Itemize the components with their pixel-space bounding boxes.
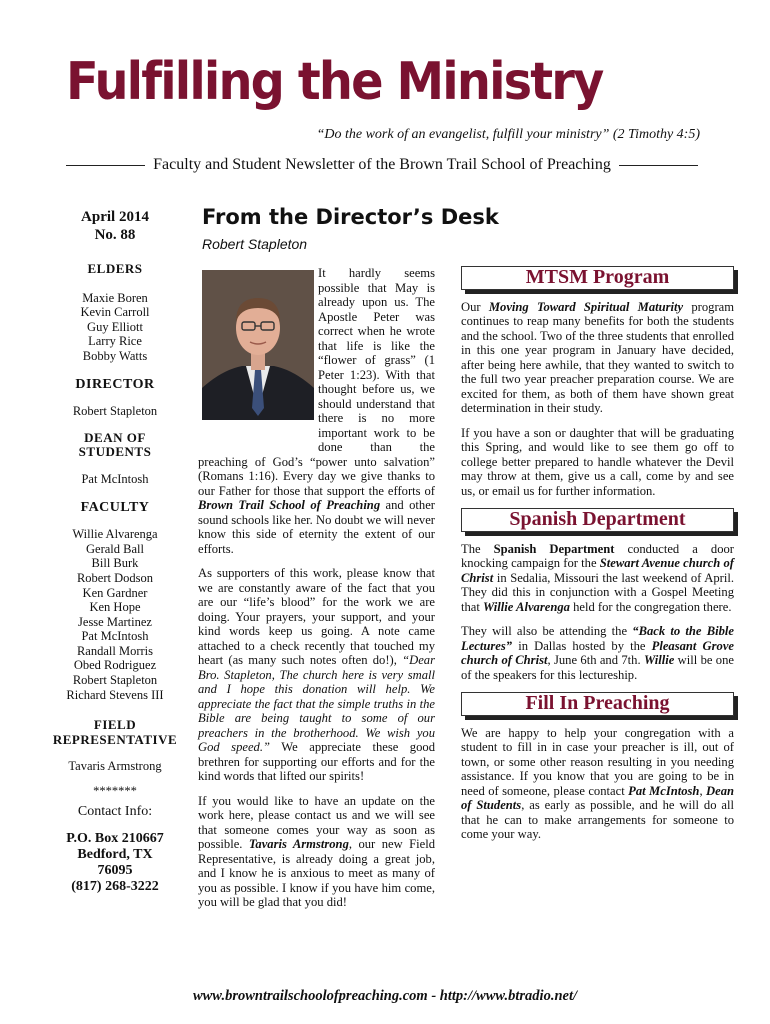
director-article-title: From the Director’s Desk xyxy=(202,205,499,229)
elder-name: Maxie Boren xyxy=(82,290,148,305)
city: Bedford, TX xyxy=(77,847,153,863)
right-column xyxy=(461,266,734,852)
field-rep-heading: FIELD xyxy=(93,717,137,733)
text-run: in Sedalia, Missouri the last weekend of April. They did this in conjunction with a Gospel Meeting that xyxy=(461,570,734,614)
text-run: It hardly seems possible that May is already upon us. The Apostle Peter was correct when he wrote that life is like the “flower of grass” (1 Peter 1:23). With that thought before us, we should understand that there is no more important work to be done than the preaching of God’s “power unto salvation” (Romans 1:16). Every day we give thanks to our Father for those that support the efforts of xyxy=(198,266,435,498)
text-run: If you would like to have an update on the work here, please contact us and we will see that someone comes your way as soon as possible. xyxy=(198,793,435,851)
right-rule xyxy=(619,165,698,166)
text-run: , as early as possible, and he will do all that he can to make arrangements for someone to come your way. xyxy=(461,798,734,841)
faculty-name: Willie Alvarenga xyxy=(72,527,158,542)
elder-name: Larry Rice xyxy=(88,334,142,349)
separator: ******* xyxy=(93,784,137,799)
director-article-body xyxy=(198,266,435,920)
elder-name: Kevin Carroll xyxy=(80,305,150,320)
faculty-name: Robert Dodson xyxy=(76,570,154,585)
photo-spacer xyxy=(198,266,318,442)
phone: (817) 268-3222 xyxy=(71,879,159,895)
po-box: P.O. Box 210667 xyxy=(66,831,164,847)
text-run: “Dear Bro. Stapleton, The church here is very small and I hope this donation will help. We appreciate the fact that the simple truths in the Bible are being taught to some of our preachers in the brotherhood. We wish you God speed.” xyxy=(198,653,435,754)
mtsm-heading: MTSM Program xyxy=(461,266,734,290)
text-run: We appreciate these good brethren for supporting our efforts and for the kind words that lifted our spirits! xyxy=(198,740,435,783)
faculty-name: Ken Gardner xyxy=(82,585,148,600)
elder-name: Guy Elliott xyxy=(87,319,143,334)
faculty-name: Bill Burk xyxy=(91,556,139,571)
spanish-paragraph xyxy=(461,542,734,615)
text-run: Tavaris Armstrong xyxy=(248,837,349,851)
text-run: As supporters of this work, please know that we are constantly aware of the fact that you are our “life’s blood” for the work we are doing. Your prayers, your support, and your kind words keep us going. A note came attached to a check recently that touched my heart (as many such notes often do!), xyxy=(198,566,435,667)
mtsm-paragraph xyxy=(461,300,734,416)
text-run: The xyxy=(461,541,494,556)
left-rule xyxy=(66,165,145,166)
text-run: Our xyxy=(461,299,489,314)
motto-quote: “Do the work of an evangelist, fulfill your ministry” (2 Timothy 4:5) xyxy=(316,127,700,142)
text-run: We are happy to help your congregation with a student to fill in in case your preacher is ill, out of town, or some other reason resulting in you needing assistance. If you know that you are going to be in need of someone, please contact xyxy=(461,725,734,798)
text-run: Willie Alvarenga xyxy=(483,599,570,614)
text-run: They will also be attending the xyxy=(461,624,633,638)
footer-links[interactable]: www.browntrailschoolofpreaching.com - http://www.btradio.net/ xyxy=(192,988,578,1004)
text-run: Spanish Department xyxy=(493,541,615,556)
elders-list xyxy=(50,291,180,364)
director-paragraph xyxy=(198,794,435,910)
spanish-heading: Spanish Department xyxy=(461,508,734,532)
faculty-name: Randall Morris xyxy=(76,643,154,658)
text-run: in Dallas hosted by the xyxy=(512,638,652,653)
text-run: held for the congregation there. xyxy=(569,599,732,614)
contact-label: Contact Info: xyxy=(77,803,153,819)
text-run: Willie xyxy=(643,653,675,667)
elders-heading: ELDERS xyxy=(87,261,143,276)
zip: 76095 xyxy=(97,863,133,879)
director-paragraph xyxy=(198,566,435,784)
text-run: “Back to the Bible Lectures” xyxy=(461,624,735,653)
newsletter-title: Fulfilling the Ministry xyxy=(66,52,603,112)
director-heading: DIRECTOR xyxy=(75,376,155,392)
newsletter-subtitle: Faculty and Student Newsletter of the Brown Trail School of Preaching xyxy=(153,156,611,173)
faculty-name: Ken Hope xyxy=(89,600,141,615)
subtitle-banner xyxy=(66,156,698,174)
elder-name: Bobby Watts xyxy=(82,348,148,363)
mtsm-paragraph: If you have a son or daughter that will be graduating this Spring, and would like to see them go off to college better prepared to handle whatever the Devil may throw at them, give us a call, come by and see us, or email us for further information. xyxy=(461,425,734,498)
director-paragraph xyxy=(198,266,435,556)
faculty-heading: FACULTY xyxy=(80,499,150,515)
dean-name: Pat McIntosh xyxy=(81,471,149,486)
fillin-paragraph xyxy=(461,726,734,842)
faculty-name: Gerald Ball xyxy=(86,541,144,556)
spanish-paragraph xyxy=(461,624,734,682)
text-run: Pleasant Grove church of Christ xyxy=(461,638,734,667)
director-name: Robert Stapleton xyxy=(72,404,158,419)
text-run: and other sound schools like her. No doubt we will never know this side of eternity the extent of our efforts. xyxy=(198,498,436,556)
dean-heading: DEAN OF xyxy=(84,429,146,445)
faculty-name: Obed Rodriguez xyxy=(73,658,157,673)
issue-date: April 2014 xyxy=(81,209,149,225)
text-run: , xyxy=(699,783,707,798)
text-run: Moving Toward Spiritual Maturity xyxy=(488,299,684,314)
text-run: , our new Field Representative, is already doing a great job, and I know he is anxious to meet as many of you as possible. I know if you have him come, you will be glad that you did! xyxy=(198,837,435,909)
faculty-name: Richard Stevens III xyxy=(66,687,164,702)
fillin-heading: Fill In Preaching xyxy=(461,692,734,716)
faculty-name: Pat McIntosh xyxy=(81,629,149,644)
field-rep-heading: REPRESENTATIVE xyxy=(52,731,178,747)
text-run: conducted a door knocking campaign for the xyxy=(461,541,734,570)
sidebar xyxy=(50,208,180,895)
text-run: Brown Trail School of Preaching xyxy=(198,498,381,512)
text-run: , June 6th and 7th. xyxy=(547,653,644,667)
faculty-name: Jesse Martinez xyxy=(78,614,152,629)
faculty-list xyxy=(50,527,180,702)
field-rep-name: Tavaris Armstrong xyxy=(68,759,162,774)
text-run: Pat McIntosh xyxy=(628,783,700,798)
director-article-author: Robert Stapleton xyxy=(202,236,308,252)
text-run: will be one of the speakers for this lectureship. xyxy=(461,653,734,682)
faculty-name: Robert Stapleton xyxy=(72,673,158,688)
text-run: Dean of Students xyxy=(461,783,735,812)
text-run: program continues to reap many benefits for both the students and the school. Two of the three students that enrolled in this one year program in January have decided, after being here awhile, that they wanted to switch to the full two year preacher preparation course. We are excited for them, as both of them have shown great determination in their study. xyxy=(461,299,735,415)
issue-number: No. 88 xyxy=(94,227,136,243)
dean-heading: STUDENTS xyxy=(78,444,152,460)
text-run: Stewart Avenue church of Christ xyxy=(461,556,734,585)
